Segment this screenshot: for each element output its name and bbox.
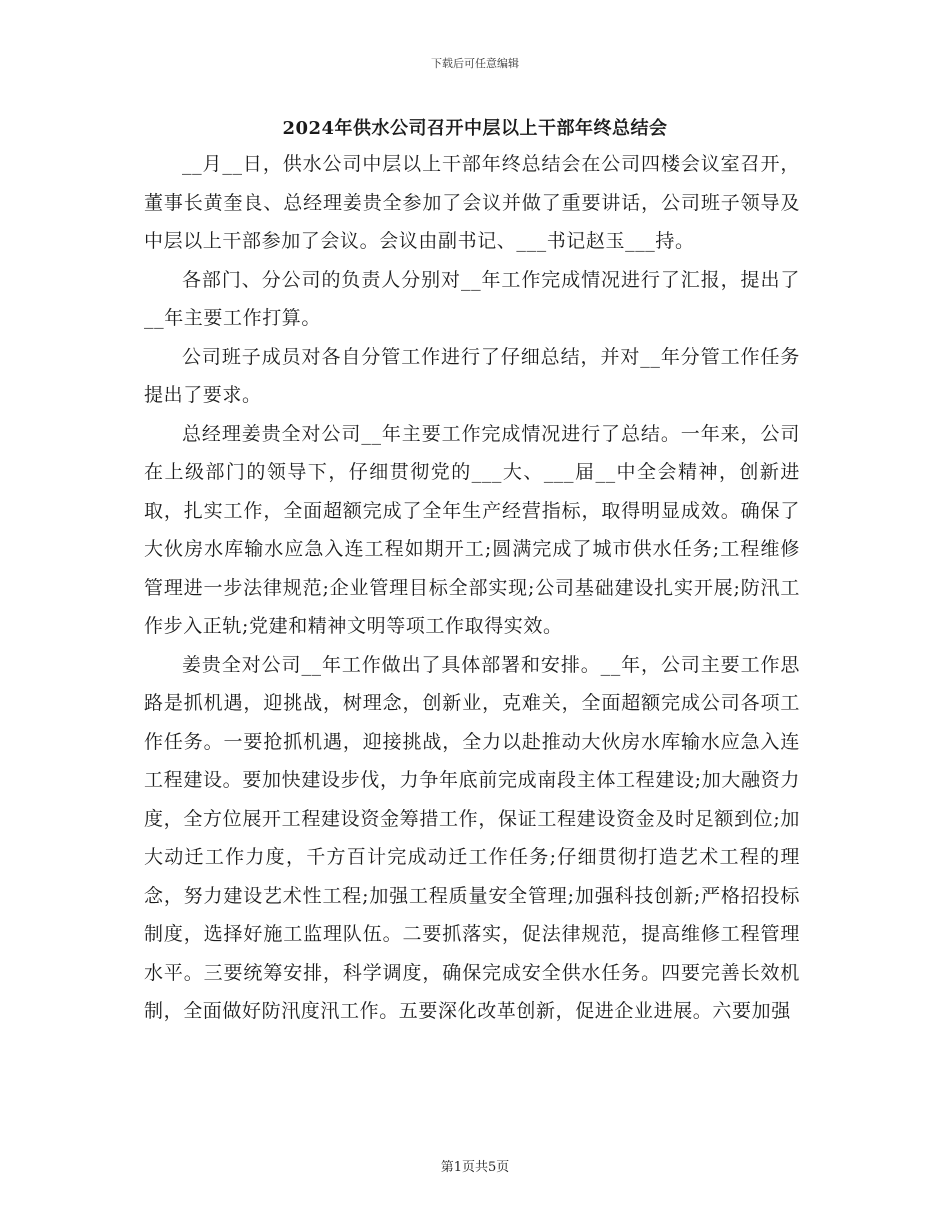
paragraph: 各部门、分公司的负责人分别对__年工作完成情况进行了汇报，提出了__年主要工作打算。 xyxy=(144,268,800,329)
paragraph: 公司班子成员对各自分管工作进行了仔细总结，并对__年分管工作任务提出了要求。 xyxy=(144,345,800,406)
header-note: 下载后可任意编辑 xyxy=(431,57,519,70)
paragraph: 姜贵全对公司__年工作做出了具体部署和安排。__年，公司主要工作思路是抓机遇，迎挑战，树理念，创新业，克难关，全面超额完成公司各项工作任务。一要抢抓机遇，迎接挑战，全力以赴推动大伙房水库输水应急入连工程建设。要加快建设步伐，力争年底前完成南段主体工程建设;加大融资力度，全方位展开工程建设资金筹措工作，保证工程建设资金及时足额到位;加大动迁工作力度，千方百计完成动迁工作任务;仔细贯彻打造艺术工程的理念，努力建设艺术性工程;加强工程质量安全管理;加强科技创新;严格招投标制度，选择好施工监理队伍。二要抓落实，促法律规范，提高维修工程管理水平。三要统筹安排，科学调度，确保完成安全供水任务。四要完善长效机制，全面做好防汛度汛工作。五要深化改革创新，促进企业进展。六要加强 xyxy=(144,653,800,1022)
page-number: 第1页共5页 xyxy=(440,1160,510,1175)
document-title: 2024年供水公司召开中层以上干部年终总结会 xyxy=(282,118,668,139)
paragraph: 总经理姜贵全对公司__年主要工作完成情况进行了总结。一年来，公司在上级部门的领导下，仔细贯彻党的___大、___届__中全会精神，创新进取，扎实工作，全面超额完成了全年生产经营指标，取得明显成效。确保了大伙房水库输水应急入连工程如期开工;圆满完成了城市供水任务;工程维修管理进一步法律规范;企业管理目标全部实现;公司基础建设扎实开展;防汛工作步入正轨;党建和精神文明等项工作取得实效。 xyxy=(144,422,800,637)
paragraph: __月__日，供水公司中层以上干部年终总结会在公司四楼会议室召开，董事长黄奎良、总经理姜贵全参加了会议并做了重要讲话，公司班子领导及中层以上干部参加了会议。会议由副书记、___书记赵玉___持。 xyxy=(144,153,800,252)
document-body xyxy=(144,145,800,1031)
